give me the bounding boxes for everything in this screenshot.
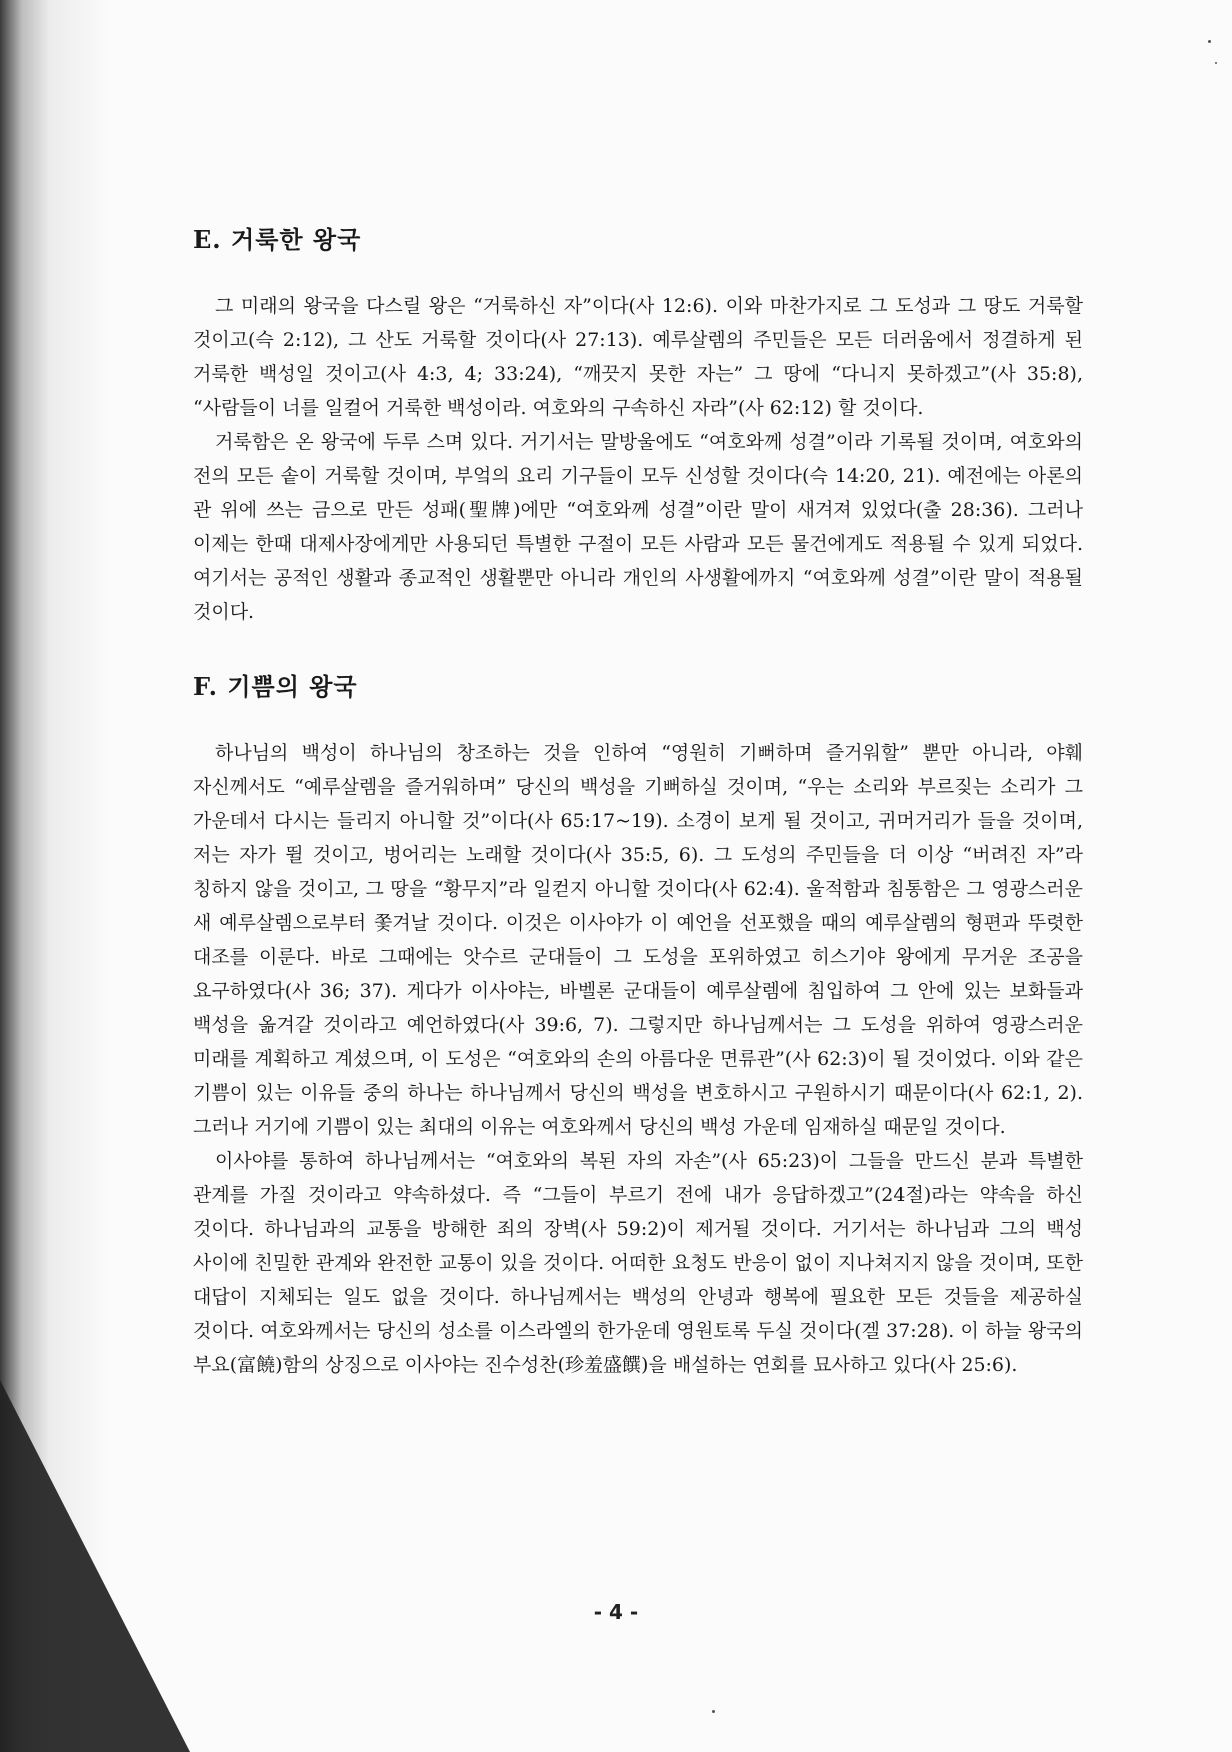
section-holy-kingdom: [193, 220, 1083, 629]
main-content: [193, 220, 1083, 1382]
paragraph: 이사야를 통하여 하나님께서는 “여호와의 복된 자의 자손”(사 65:23)이 그들을 만드신 분과 특별한 관계를 가질 것이라고 약속하셨다. 즉 “그들이 부르기 전에 내가 응답하겠고”(24절)라는 약속을 하신 것이다. 하나님과의 교통을 방해한 죄의 장벽(사 59:2)이 제거될 것이다. 거기서는 하나님과 그의 백성 사이에 친밀한 관계와 완전한 교통이 있을 것이다. 어떠한 요청도 반응이 없이 지나쳐지지 않을 것이며, 또한 대답이 지체되는 일도 없을 것이다. 하나님께서는 백성의 안녕과 행복에 필요한 모든 것들을 제공하실 것이다. 여호와께서는 당신의 성소를 이스라엘의 한가운데 영원토록 두실 것이다(겔 37:28). 이 하늘 왕국의 부요(富饒)함의 상징으로 이사야는 진수성찬(珍羞盛饌)을 배설하는 연회를 묘사하고 있다(사 25:6).: [193, 1150, 1083, 1376]
section-joyful-kingdom: [193, 667, 1083, 1382]
section-heading-e: E. 거룩한 왕국: [193, 225, 362, 254]
section-heading-f: F. 기쁨의 왕국: [193, 672, 358, 701]
section-spacer: [193, 629, 1083, 667]
paragraph: 거룩함은 온 왕국에 두루 스며 있다. 거기서는 말방울에도 “여호와께 성결”이라 기록될 것이며, 여호와의 전의 모든 솥이 거룩할 것이며, 부엌의 요리 기구들이 모두 신성할 것이다(슥 14:20, 21). 예전에는 아론의 관 위에 쓰는 금으로 만든 성패(聖牌)에만 “여호와께 성결”이란 말이 새겨져 있었다(출 28:36). 그러나 이제는 한때 대제사장에게만 사용되던 특별한 구절이 모든 사람과 모든 물건에게도 적용될 수 있게 되었다. 여기서는 공적인 생활과 종교적인 생활뿐만 아니라 개인의 사생활에까지 “여호와께 성결”이란 말이 적용될 것이다.: [193, 431, 1083, 623]
binding-corner-shadow: [0, 1380, 190, 1752]
paragraph: 하나님의 백성이 하나님의 창조하는 것을 인하여 “영원히 기뻐하며 즐거워할” 뿐만 아니라, 야훼 자신께서도 “예루살렘을 즐거워하며” 당신의 백성을 기뻐하실 것이며, “우는 소리와 부르짖는 소리가 그 가운데서 다시는 들리지 아니할 것”이다(사 65:17~19). 소경이 보게 될 것이고, 귀머거리가 들을 것이며, 저는 자가 뛸 것이고, 벙어리는 노래할 것이다(사 35:5, 6). 그 도성의 주민들을 더 이상 “버려진 자”라 칭하지 않을 것이고, 그 땅을 “황무지”라 일컫지 아니할 것이다(사 62:4). 울적함과 침통함은 그 영광스러운 새 예루살렘으로부터 쫓겨날 것이다. 이것은 이사야가 이 예언을 선포했을 때의 예루살렘의 형편과 뚜렷한 대조를 이룬다. 바로 그때에는 앗수르 군대들이 그 도성을 포위하였고 히스기야 왕에게 무거운 조공을 요구하였다(사 36; 37). 게다가 이사야는, 바벨론 군대들이 예루살렘에 침입하여 그 안에 있는 보화들과 백성을 옮겨갈 것이라고 예언하였다(사 39:6, 7). 그렇지만 하나님께서는 그 도성을 위하여 영광스러운 미래를 계획하고 계셨으며, 이 도성은 “여호와의 손의 아름다운 면류관”(사 62:3)이 될 것이었다. 이와 같은 기쁨이 있는 이유들 중의 하나는 하나님께서 당신의 백성을 변호하시고 구원하시기 때문이다(사 62:1, 2). 그러나 거기에 기쁨이 있는 최대의 이유는 여호와께서 당신의 백성 가운데 임재하실 때문일 것이다.: [193, 742, 1083, 1138]
scan-speck: [1208, 40, 1211, 43]
scan-speck: [712, 1710, 715, 1713]
paragraph: 그 미래의 왕국을 다스릴 왕은 “거룩하신 자”이다(사 12:6). 이와 마찬가지로 그 도성과 그 땅도 거룩할 것이고(슥 2:12), 그 산도 거룩할 것이다(사 27:13). 예루살렘의 주민들은 모든 더러움에서 정결하게 된 거룩한 백성일 것이고(사 4:3, 4; 33:24), “깨끗지 못한 자는” 그 땅에 “다니지 못하겠고”(사 35:8), “사람들이 너를 일컬어 거룩한 백성이라. 여호와의 구속하신 자라”(사 62:12) 할 것이다.: [193, 295, 1083, 419]
page-number: - 4 -: [593, 1600, 639, 1624]
scan-speck: [1215, 62, 1217, 64]
